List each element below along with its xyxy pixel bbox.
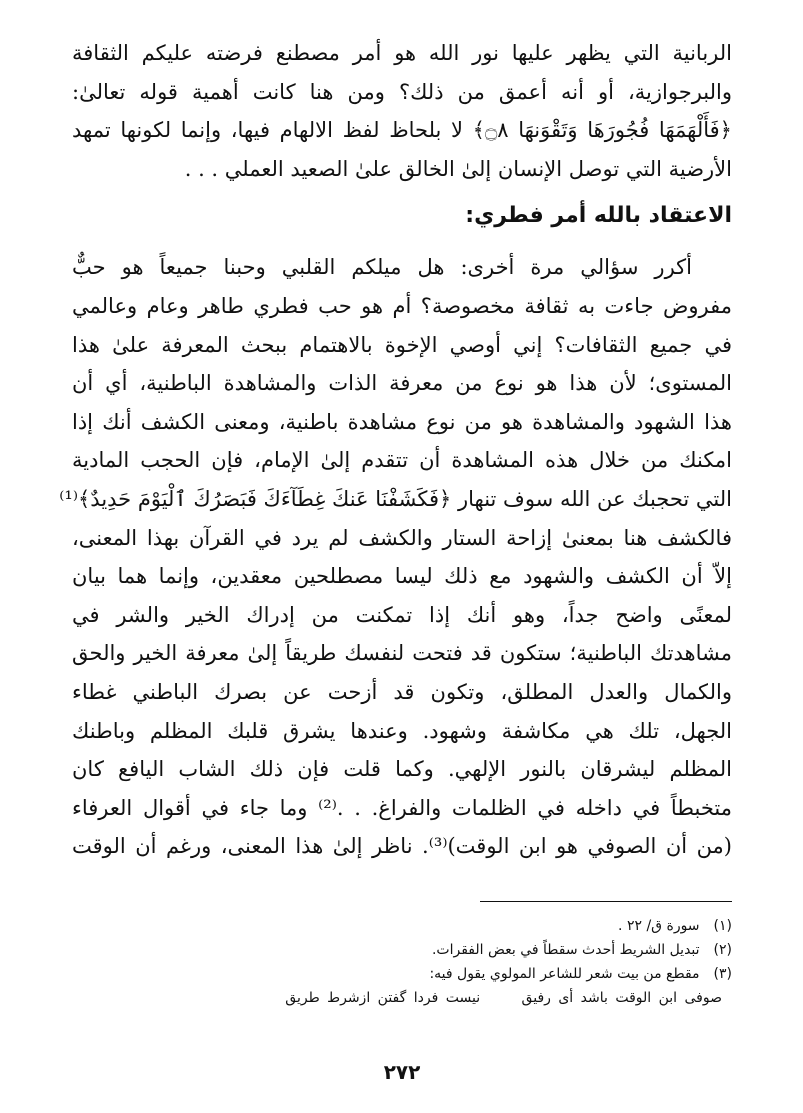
paragraph-2: [59, 248, 732, 866]
paragraph-2-line: (من أن الصوفي هو ابن الوقت)⁽³⁾. ناظر إلىٰ هذا المعنى، ورغم أن الوقت: [72, 834, 732, 859]
paragraph-1-line-quran: ﴿فَأَلْهَمَهَا فُجُورَهَا وَتَقْوَنهَا ۝٨﴾ لا بلحاظ لفظ الالهام فيها، وإنما لكونها تمهد: [72, 118, 732, 143]
footnotes: [72, 914, 732, 1010]
footnote-3: [72, 962, 732, 986]
paragraph-2-line: والكمال والعدل المطلق، وتكون قد أزحت عن بصرك الباطني غطاء: [72, 679, 732, 704]
paragraph-2-line: إلاّ أن الكشف والشهود مع ذلك ليسا مصطلحين معقدين، وإنما هما بيان: [72, 564, 732, 589]
paragraph-1-line: الربانية التي يظهر عليها نور الله هو أمر مصطنع فرضته عليكم الثقافة: [72, 41, 732, 65]
footnote-divider: [480, 901, 732, 902]
footnote-number: (٣): [713, 966, 732, 982]
paragraph-1-line: الأرضية التي توصل الإنسان إلىٰ الخالق علىٰ الصعيد العملي . . .: [184, 156, 732, 181]
paragraph-2-line: المظلم ليشرقان بالنور الإلهي. وكما قلت فإن ذلك الشاب اليافع كان: [72, 757, 732, 782]
paragraph-1: [72, 34, 732, 188]
footnote-text: مقطع من بيت شعر للشاعر المولوي يقول فيه:: [429, 966, 700, 982]
paragraph-2-line-quran: التي تحجبك عن الله سوف تنهار ﴿فَكَشَفْنَا عَنكَ غِطَآءَكَ فَبَصَرُكَ ٱلْيَوْمَ حَدِيدٌ﴾⁽¹⁾: [59, 486, 732, 511]
footnote-text: سورة ق/ ٢٢ .: [618, 918, 700, 934]
paragraph-2-line: فالكشف هنا بمعنىٰ إزاحة الستار والكشف لم يرد في القرآن بهذا المعنى،: [72, 525, 732, 550]
paragraph-2-line: هذا الشهود والمشاهدة هو من نوع مشاهدة باطنية، ومعنى الكشف أنك إذا: [72, 409, 732, 434]
poem-hemistich-1: صوفى ابن الوقت باشد أى رفيق: [521, 990, 722, 1006]
paragraph-2-line: لمعنًى واضح جداً، وهو أنك إذا تمكنت من إدراك الخير والشر في: [72, 602, 732, 627]
paragraph-2-line: المستوى؛ لأن هذا هو نوع من معرفة الذات والمشاهدة الباطنية، أي أن: [72, 371, 732, 396]
document-page: [59, 34, 732, 1084]
paragraph-2-line: الجهل، تلك هي مكاشفة وشهود. وعندها يشرق قلبك المظلم وباطنك: [72, 718, 732, 743]
paragraph-1-line: والبرجوازية، أو أنه أعمق من ذلك؟ ومن هنا كانت أهمية قوله تعالىٰ:: [72, 79, 732, 104]
footnote-number: (١): [713, 918, 732, 934]
section-heading: الاعتقاد بالله أمر فطري:: [465, 203, 732, 229]
footnote-1: [72, 914, 732, 938]
paragraph-2-line: أكرر سؤالي مرة أخرى: هل ميلكم القلبي وحبنا جميعاً هو حبٌّ: [72, 255, 692, 280]
paragraph-2-line: مشاهدتك الباطنية؛ ستكون قد فتحت لنفسك طريقاً إلىٰ معرفة الخير والحق: [72, 641, 732, 666]
poem-hemistich-2: نيست فردا گفتن ازشرط طريق: [285, 990, 481, 1006]
paragraph-2-line: في جميع الثقافات؟ إني أوصي الإخوة بالاهتمام ببحث المعرفة علىٰ هذا: [72, 332, 732, 357]
page-number: ٢٧٢: [383, 1060, 421, 1084]
footnote-poem: [72, 986, 732, 1010]
footnote-text: تبديل الشريط أحدث سقطاً في بعض الفقرات.: [431, 942, 700, 958]
paragraph-2-line: مفروض جاءت به ثقافة مخصوصة؟ أم هو حب فطري طاهر وعام وعالمي: [72, 293, 732, 318]
paragraph-2-line: متخبطاً في داخله في الظلمات والفراغ. . .⁽²⁾ وما جاء في أقوال العرفاء: [72, 795, 732, 820]
paragraph-2-line: امكنك من خلال هذه المشاهدة أن تتقدم إلىٰ الإمام، فإن الحجب المادية: [72, 448, 732, 473]
footnote-number: (٢): [713, 942, 732, 958]
footnote-2: [72, 938, 732, 962]
